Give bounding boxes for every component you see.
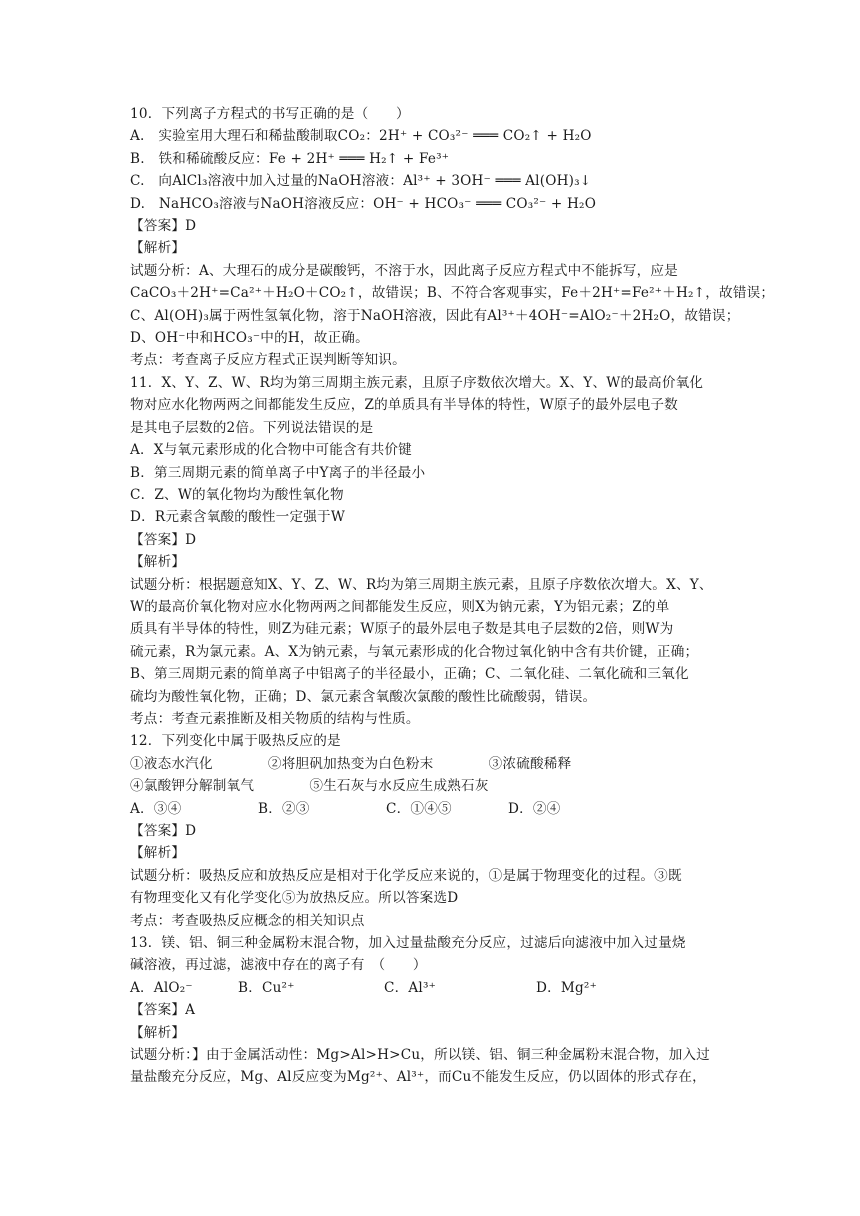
q10-analysis-line: C、Al(OH)₃属于两性氢氧化物，溶于NaOH溶液，因此有Al³⁺＋4OH⁻=AlO₂⁻＋2H₂O，故错误； bbox=[130, 307, 740, 324]
q12-analysis-line: 试题分析：吸热反应和放热反应是相对于化学反应来说的，①是属于物理变化的过程。③既 bbox=[130, 867, 682, 884]
q11-stem: 物对应水化物两两之间都能发生反应，Z的单质具有半导体的特性，W原子的最外层电子数 bbox=[130, 397, 678, 414]
q11-analysis-line: 质具有半导体的特性，则Z为硅元素；W原子的最外层电子数是其电子层数的2倍，则W为 bbox=[130, 621, 674, 638]
q13-option-c: C．Al³⁺ bbox=[384, 979, 436, 996]
q10-option-d: D. NaHCO₃溶液与NaOH溶液反应：OH⁻ + HCO₃⁻ ═══ CO₃²⁻ + H₂O bbox=[130, 195, 597, 212]
q11-analysis-line: 硫元素，R为氯元素。A、X为钠元素，与氧元素形成的化合物过氧化钠中含有共价键，正确； bbox=[130, 643, 699, 660]
q13-analysis-line: 试题分析：】由于金属活动性：Mg>Al>H>Cu，所以镁、铝、铜三种金属粉末混合物，加入过 bbox=[130, 1047, 710, 1064]
q12-option-d: D．②④ bbox=[508, 800, 561, 817]
q11-option-c: C．Z、W的氧化物均为酸性氧化物 bbox=[130, 486, 344, 503]
q12-analysis-heading: 【解析】 bbox=[130, 845, 186, 862]
q11-analysis-line: 试题分析：根据题意知X、Y、Z、W、R均为第三周期主族元素，且原子序数依次增大。X、Y、 bbox=[130, 576, 713, 593]
q10-answer: 【答案】D bbox=[130, 218, 197, 235]
q10-analysis-line: 试题分析：A、大理石的成分是碳酸钙，不溶于水，因此离子反应方程式中不能拆写，应是 bbox=[130, 262, 678, 279]
q13-answer: 【答案】A bbox=[130, 1002, 196, 1019]
q11-analysis-line: 硫均为酸性氧化物，正确；D、氯元素含氧酸次氯酸的酸性比硫酸弱，错误。 bbox=[130, 688, 597, 705]
q13-stem: 碱溶液，再过滤，滤液中存在的离子有 （ ） bbox=[130, 957, 427, 974]
q12-topic: 考点：考查吸热反应概念的相关知识点 bbox=[130, 912, 365, 929]
q13-option-b: B．Cu²⁺ bbox=[238, 979, 295, 996]
q12-option-a: A．③④ bbox=[130, 800, 182, 817]
q13-analysis-heading: 【解析】 bbox=[130, 1024, 186, 1041]
q11-stem: 是其电子层数的2倍。下列说法错误的是 bbox=[130, 419, 374, 436]
q11-topic: 考点：考查元素推断及相关物质的结构与性质。 bbox=[130, 710, 420, 727]
q10-option-c: C. 向AlCl₃溶液中加入过量的NaOH溶液：Al³⁺ + 3OH⁻ ═══ Al(OH)₃↓ bbox=[130, 173, 592, 190]
q10-option-b: B. 铁和稀硫酸反应：Fe + 2H⁺ ═══ H₂↑ + Fe³⁺ bbox=[130, 150, 450, 167]
q13-option-a: A．AlO₂⁻ bbox=[130, 979, 193, 996]
q11-analysis-heading: 【解析】 bbox=[130, 554, 186, 571]
q13-options bbox=[130, 977, 730, 999]
q11-analysis-line: B、第三周期元素的简单离子中铝离子的半径最小，正确；C、二氧化硅、二氧化硫和三氧化 bbox=[130, 666, 689, 683]
q11-option-d: D．R元素含氧酸的酸性一定强于W bbox=[130, 509, 346, 526]
q13-analysis-line: 量盐酸充分反应，Mg、Al反应变为Mg²⁺、Al³⁺，而Cu不能发生反应，仍以固体的形式存在， bbox=[130, 1069, 706, 1086]
q11-option-a: A．X与氧元素形成的化合物中可能含有共价键 bbox=[130, 442, 412, 459]
q13-stem: 13．镁、铝、铜三种金属粉末混合物，加入过量盐酸充分反应，过滤后向滤液中加入过量烧 bbox=[130, 935, 686, 952]
q13-option-d: D．Mg²⁺ bbox=[536, 979, 597, 996]
q12-items: ④氯酸钾分解制氧气 ⑤生石灰与水反应生成熟石灰 bbox=[130, 778, 489, 795]
q12-option-b: B．②③ bbox=[258, 800, 310, 817]
q12-items: ①液态水汽化 ②将胆矾加热变为白色粉末 ③浓硫酸稀释 bbox=[130, 755, 572, 772]
document-page bbox=[130, 103, 775, 1089]
q11-stem: 11．X、Y、Z、W、R均为第三周期主族元素，且原子序数依次增大。X、Y、W的最高价氧化 bbox=[130, 374, 704, 391]
q12-answer: 【答案】D bbox=[130, 823, 197, 839]
q12-options bbox=[130, 798, 730, 820]
q12-option-c: C．①④⑤ bbox=[386, 800, 452, 817]
q10-analysis-heading: 【解析】 bbox=[130, 240, 186, 257]
q10-option-a: A. 实验室用大理石和稀盐酸制取CO₂：2H⁺ + CO₃²⁻ ═══ CO₂↑ + H₂O bbox=[130, 128, 592, 145]
q10-stem: 10．下列离子方程式的书写正确的是（ ） bbox=[130, 106, 410, 122]
q11-answer: 【答案】D bbox=[130, 531, 197, 548]
q11-option-b: B．第三周期元素的简单离子中Y离子的半径最小 bbox=[130, 464, 426, 481]
q10-analysis-line: D、OH⁻中和HCO₃⁻中的H，故正确。 bbox=[130, 330, 369, 347]
q10-topic: 考点：考查离子反应方程式正误判断等知识。 bbox=[130, 352, 406, 369]
q12-stem: 12．下列变化中属于吸热反应的是 bbox=[130, 733, 341, 750]
q10-analysis-line: CaCO₃＋2H⁺=Ca²⁺＋H₂O＋CO₂↑，故错误；B、不符合客观事实，Fe＋2H⁺=Fe²⁺＋H₂↑，故错误； bbox=[130, 285, 775, 302]
q12-analysis-line: 有物理变化又有化学变化⑤为放热反应。所以答案选D bbox=[130, 890, 459, 907]
q11-analysis-line: W的最高价氧化物对应水化物两两之间都能发生反应，则X为钠元素，Y为铝元素；Z的单 bbox=[130, 598, 670, 615]
